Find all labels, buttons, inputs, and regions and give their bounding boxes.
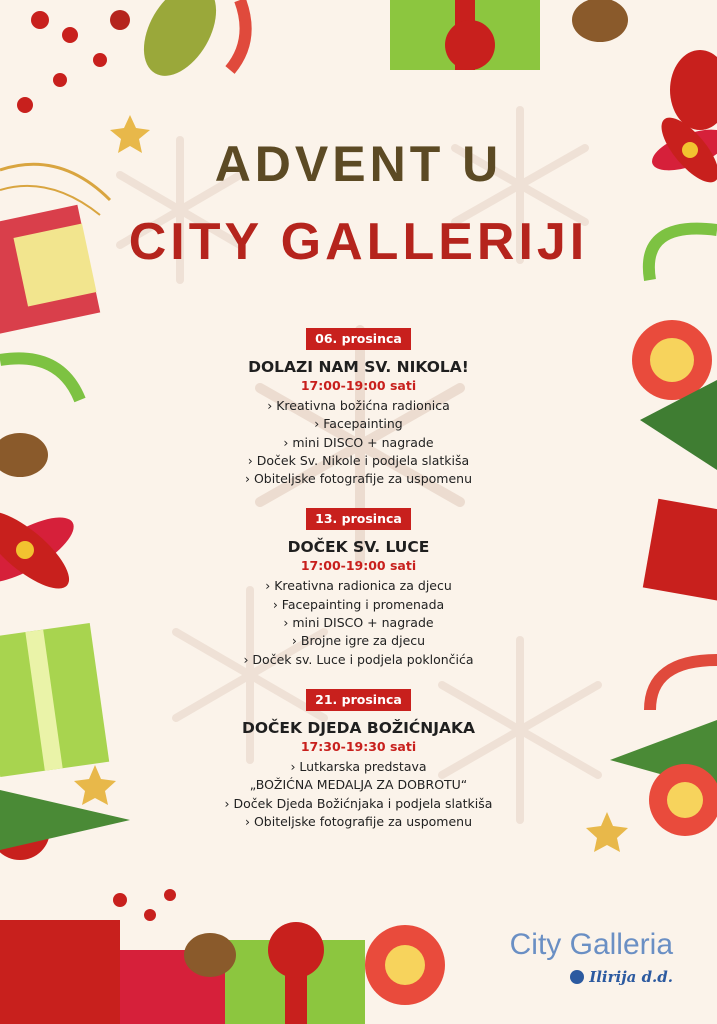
star-icon: [586, 812, 628, 852]
event-activities: [170, 577, 547, 668]
candy-cane-icon: [650, 660, 717, 710]
event-time: 17:00-19:00 sati: [300, 558, 417, 574]
pine-branch-icon: [0, 790, 130, 850]
candy-cane-icon: [230, 0, 246, 70]
list-item: › mini DISCO + nagrade: [283, 615, 434, 631]
gift-box-icon: [643, 499, 717, 602]
event-title: DOLAZI NAM SV. NIKOLA!: [248, 358, 469, 376]
event-title: DOČEK SV. LUCE: [287, 538, 430, 557]
page-title: ADVENT U: [214, 136, 503, 192]
ornament-icon: [670, 50, 717, 130]
date-badge: 06. prosinca: [306, 328, 411, 350]
list-item: „BOŽIĆNA MEDALJA ZA DOBROTU“: [249, 777, 468, 793]
date-badge: 13. prosinca: [306, 508, 411, 530]
list-item: › mini DISCO + nagrade: [283, 434, 434, 450]
leaf-icon: [129, 0, 231, 88]
list-item: › Lutkarska predstava: [290, 758, 427, 774]
page-subtitle: CITY GALLERIJI: [128, 213, 589, 271]
event-nikola: [170, 328, 547, 488]
star-icon: [74, 765, 116, 805]
candy-cane-icon: [0, 358, 80, 400]
event-activities: [170, 397, 547, 488]
poinsettia-icon: [0, 499, 83, 600]
company-name: Ilirija d.d.: [589, 968, 673, 986]
event-djed-bozicnjak: [170, 689, 547, 831]
company-mark-icon: [570, 970, 584, 984]
date-badge: 21. prosinca: [306, 689, 411, 711]
gift-box-icon: [0, 623, 109, 777]
company-logo: [570, 968, 673, 986]
pine-cone-icon: [0, 433, 48, 477]
list-item: › Doček Sv. Nikole i podjela slatkiša: [247, 452, 470, 468]
list-item: › Facepainting i promenada: [272, 596, 445, 612]
event-list: [170, 328, 547, 831]
list-item: › Doček sv. Luce i podjela poklončića: [243, 651, 474, 667]
gift-box-icon: [0, 920, 365, 1024]
gift-box-icon: [390, 0, 540, 70]
list-item: › Brojne igre za djecu: [291, 633, 426, 649]
brand-logo: City Galleria: [509, 928, 673, 961]
pine-cone-icon: [184, 933, 236, 977]
list-item: › Obiteljske fotografije za uspomenu: [245, 471, 472, 487]
berry-icon: [113, 889, 176, 921]
event-time: 17:00-19:00 sati: [300, 378, 417, 393]
event-time: 17:30-19:30 sati: [300, 738, 417, 754]
berry-icon: [17, 10, 130, 113]
list-item: › Doček Djeda Božićnjaka i podjela slatkiša: [224, 795, 493, 811]
list-item: › Kreativna radionica za djecu: [265, 578, 452, 594]
pine-cone-icon: [572, 0, 628, 42]
event-title: DOČEK DJEDA BOŽIĆNJAKA: [241, 718, 475, 737]
event-luce: [170, 508, 547, 668]
event-activities: [170, 758, 547, 831]
list-item: › Kreativna božićna radionica: [267, 398, 450, 413]
list-item: › Facepainting: [314, 416, 403, 432]
list-item: › Obiteljske fotografije za uspomenu: [245, 813, 472, 829]
